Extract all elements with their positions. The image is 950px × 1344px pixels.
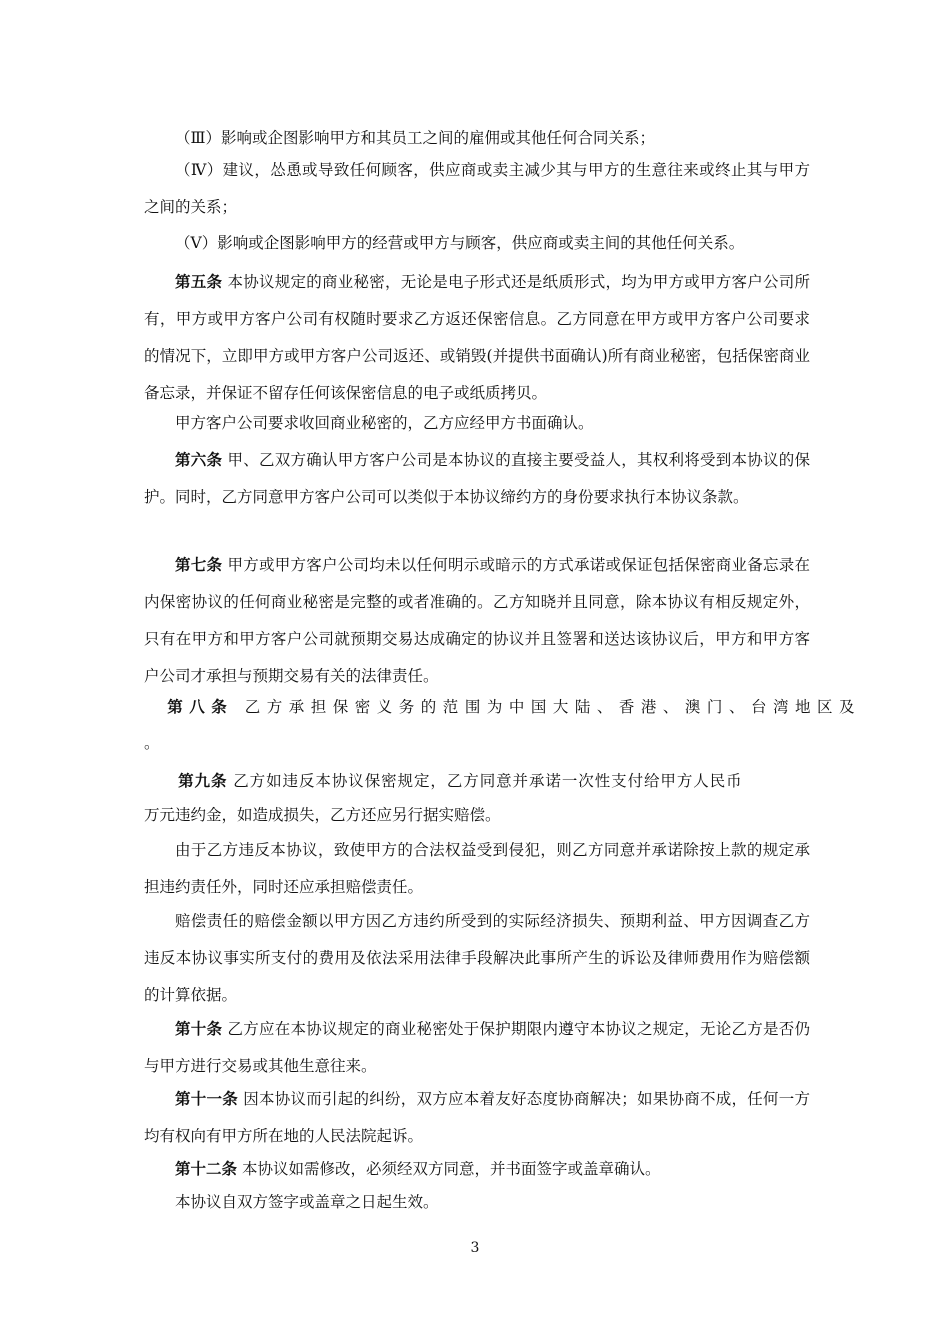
article-9-tail: [144, 797, 810, 834]
article-label: 第十条: [175, 1019, 223, 1038]
paragraph-text: （Ⅳ）建议，怂恿或导致任何顾客，供应商或卖主减少其与甲方的生意往来或终止其与甲方之间的关系；: [144, 161, 810, 216]
page-number: 3: [470, 1240, 480, 1256]
article-9-line: [144, 762, 810, 800]
article-11: [144, 1080, 810, 1155]
article-text: 乙方承担保密义务的范围为中国大陆、香港、澳门、台湾地区及: [244, 698, 862, 716]
paragraph-text: 赔偿责任的赔偿金额以甲方因乙方违约所受到的实际经济损失、预期利益、甲方因调查乙方违反本协议事实所支付的费用及依法采用法律手段解决此事所产生的诉讼及律师费用作为赔偿额的计算依据。: [144, 912, 810, 1004]
article-5: [144, 263, 810, 412]
paragraph-text: （Ⅴ）影响或企图影响甲方的经营或甲方与顾客，供应商或卖主间的其他任何关系。: [175, 234, 745, 252]
paragraph-text: 甲方客户公司要求收回商业秘密的，乙方应经甲方书面确认。: [175, 414, 594, 432]
article-7: [144, 546, 810, 695]
article-label: 第十一条: [175, 1089, 239, 1108]
article-8-tail: [144, 725, 810, 762]
article-tail-text: 。: [144, 734, 160, 752]
article-text: 本协议如需修改，必须经双方同意，并书面签字或盖章确认。: [241, 1160, 661, 1178]
paragraph-liability: [144, 832, 810, 906]
article-label: 第五条: [175, 272, 223, 291]
article-tail-text: 万元违约金，如造成损失，乙方还应另行据实赔偿。: [144, 806, 501, 824]
paragraph-client-recovery: [144, 405, 810, 442]
article-6: [144, 441, 810, 516]
article-text: 因本协议而引起的纠纷，双方应本着友好态度协商解决；如果协商不成，任何一方均有权向有甲方所在地的人民法院起诉。: [144, 1090, 810, 1145]
article-12: [144, 1150, 810, 1188]
article-text: 甲、乙双方确认甲方客户公司是本协议的直接主要受益人，其权利将受到本协议的保护。同时，乙方同意甲方客户公司可以类似于本协议缔约方的身份要求执行本协议条款。: [144, 451, 810, 506]
paragraph-compensation: [144, 903, 810, 1014]
paragraph-item-iv: [144, 152, 810, 226]
article-label: 第七条: [175, 555, 223, 574]
article-8-line: [144, 688, 862, 726]
article-label: 第九条: [178, 771, 228, 790]
article-label: 第八条: [167, 697, 234, 716]
article-text: 甲方或甲方客户公司均未以任何明示或暗示的方式承诺或保证包括保密商业备忘录在内保密协议的任何商业秘密是完整的或者准确的。乙方知晓并且同意，除本协议有相反规定外，只有在甲方和甲方客户公司就预期交易达成确定的协议并且签署和送达该协议后，甲方和甲方客户公司才承担与预期交易有关的法律责任。: [144, 556, 810, 685]
article-text: 乙方应在本协议规定的商业秘密处于保护期限内遵守本协议之规定，无论乙方是否仍与甲方进行交易或其他生意往来。: [144, 1020, 810, 1075]
article-text: 乙方如违反本协议保密规定，乙方同意并承诺一次性支付给甲方人民币: [233, 772, 743, 790]
paragraph-effective: [144, 1184, 810, 1221]
article-label: 第十二条: [175, 1159, 238, 1178]
paragraph-item-v: [144, 225, 810, 262]
paragraph-text: 由于乙方违反本协议，致使甲方的合法权益受到侵犯，则乙方同意并承诺除按上款的规定承担违约责任外，同时还应承担赔偿责任。: [144, 841, 810, 896]
paragraph-text: 本协议自双方签字或盖章之日起生效。: [175, 1193, 439, 1211]
article-label: 第六条: [175, 450, 223, 469]
article-text: 本协议规定的商业秘密，无论是电子形式还是纸质形式，均为甲方或甲方客户公司所有，甲方或甲方客户公司有权随时要求乙方返还保密信息。乙方同意在甲方或甲方客户公司要求的情况下，立即甲方或甲方客户公司返还、或销毁(并提供书面确认)所有商业秘密，包括保密商业备忘录，并保证不留存任何该保密信息的电子或纸质拷贝。: [144, 273, 810, 402]
article-10: [144, 1010, 810, 1085]
paragraph-text: （Ⅲ）影响或企图影响甲方和其员工之间的雇佣或其他任何合同关系；: [175, 129, 655, 147]
